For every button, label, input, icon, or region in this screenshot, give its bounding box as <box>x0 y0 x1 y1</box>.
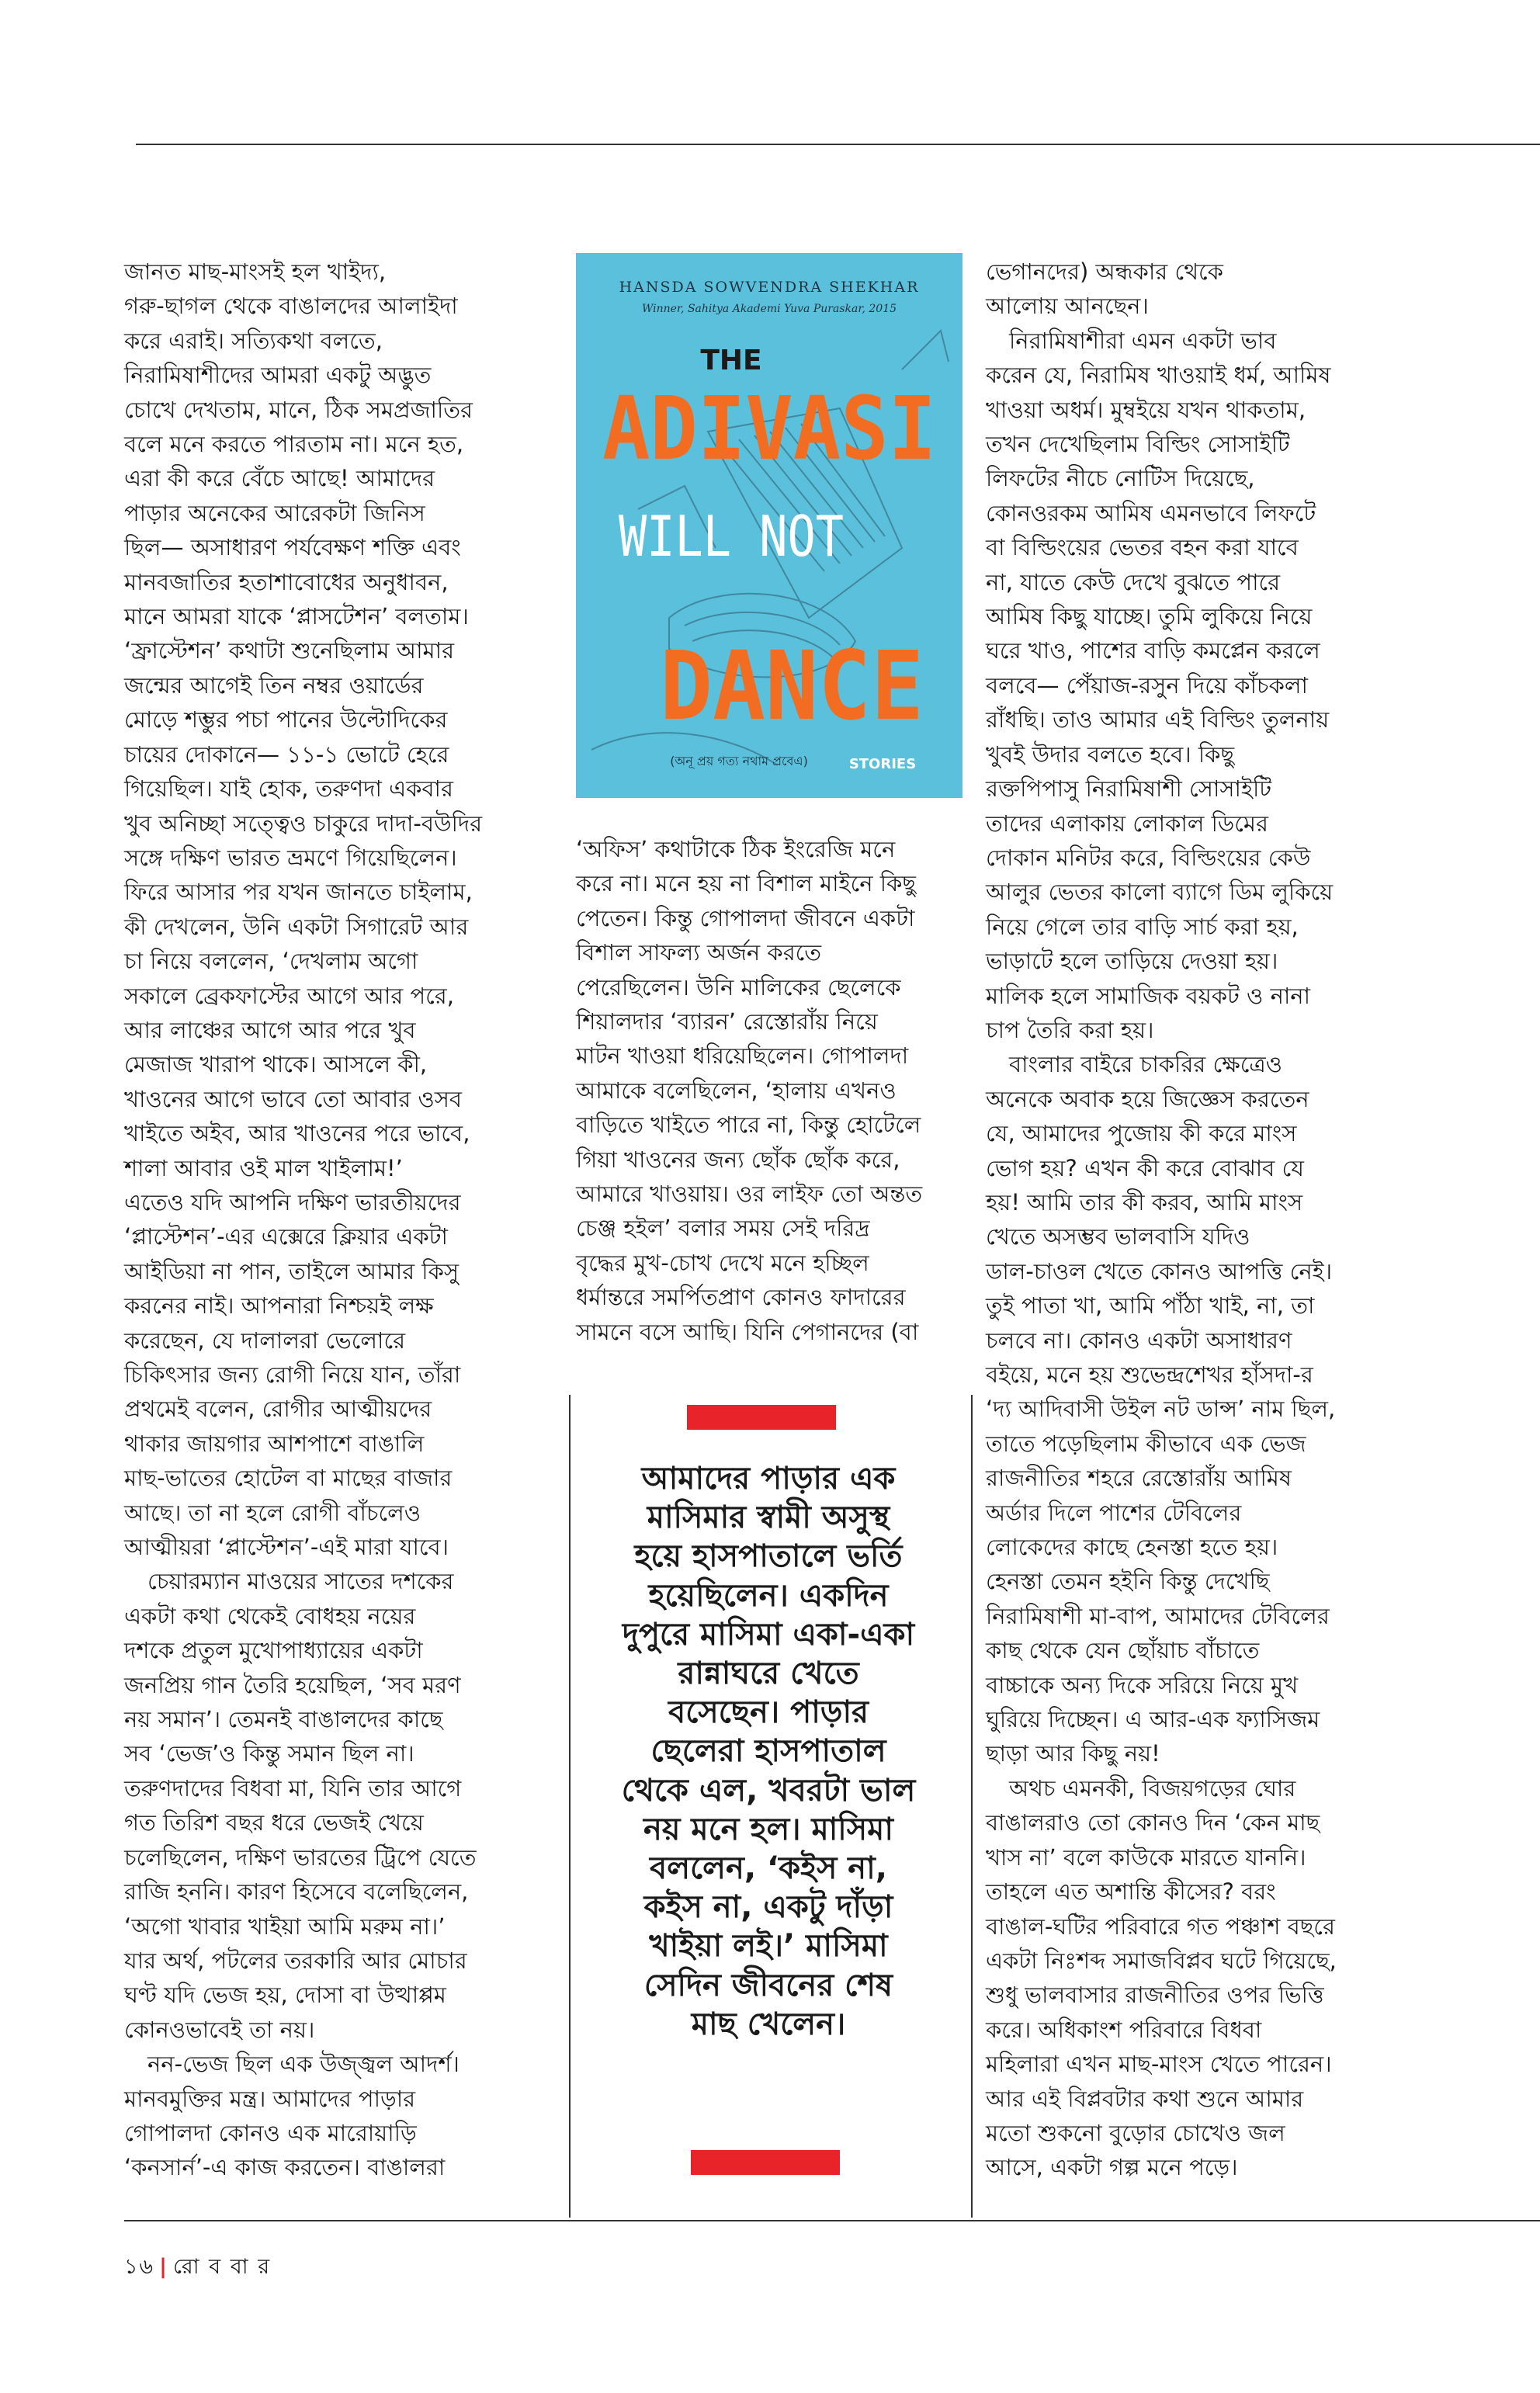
article-line: ‘দ্য আদিবাসী উইল নট ডান্স’ নাম ছিল, <box>986 1396 1336 1423</box>
article-line: দশকে প্রতুল মুখোপাধ্যায়ের একটা <box>124 1637 423 1664</box>
article-line: হেনস্তা তেমন হইনি কিন্তু দেখেছি <box>986 1568 1270 1595</box>
pull-quote-line: দুপুরে মাসিমা একা-একা <box>622 1616 915 1653</box>
article-line: রাজি হননি। কারণ হিসেবে বলেছিলেন, <box>124 1878 469 1906</box>
article-line: তাতে পড়েছিলাম কীভাবে এক ভেজ <box>986 1430 1306 1457</box>
article-line: মানে আমরা যাকে ‘প্লাসটেশন’ বলতাম। <box>124 603 469 630</box>
article-line: তরুণদাদের বিধবা মা, যিনি তার আগে <box>124 1774 462 1802</box>
article-line: সামনে বসে আছি। যিনি পেগানদের (বা <box>576 1318 919 1345</box>
cover-tag: STORIES <box>848 756 917 772</box>
article-line: ছাড়া আর কিছু নয়! <box>986 1740 1160 1767</box>
article-line: পেতেন। কিন্তু গোপালদা জীবনে একটা <box>576 904 915 931</box>
article-line: গরু-ছাগল থেকে বাঙালদের আলাইদা <box>124 293 458 320</box>
article-line: চলেছিলেন, দক্ষিণ ভারতের ট্রিপে যেতে <box>124 1843 477 1871</box>
pull-quote-text <box>590 1459 947 2044</box>
article-line: বাঙাল-ঘটির পরিবারে গত পঞ্চাশ বছরে <box>986 1913 1335 1940</box>
article-line: বাড়িতে খাইতে পারে না, কিন্তু হোটেলে <box>576 1112 921 1139</box>
article-line: তখন দেখেছিলাম বিল্ডিং সোসাইটি <box>986 431 1290 458</box>
article-line: নিয়ে গেলে তার বাড়ি সার্চ করা হয়, <box>986 913 1299 940</box>
pull-quote-line: কইস না, একটু দাঁড়া <box>643 1889 893 1926</box>
article-line: ভেগানদের) অন্ধকার থেকে <box>986 258 1223 285</box>
article-line: হয়! আমি তার কী করব, আমি মাংস <box>986 1188 1303 1216</box>
article-line: বলবে— পেঁয়াজ-রসুন দিয়ে কাঁচকলা <box>986 671 1308 699</box>
article-line: আইডিয়া না পান, তাইলে আমার কিসু <box>124 1257 460 1285</box>
cover-title-adivasi: ADIVASI <box>602 379 936 480</box>
page-footer <box>124 2251 271 2286</box>
article-line: একটা কথা থেকেই বোধহয় নয়ের <box>124 1602 416 1629</box>
article-line: করে না। মনে হয় না বিশাল মাইনে কিছু <box>576 870 916 897</box>
cover-bengali-note: (অনূ প্রয় গত্য নথাম প্রবেএ) <box>670 754 808 768</box>
article-column-2 <box>576 832 980 1349</box>
article-line: আমিষ কিছু যাচ্ছে। তুমি লুকিয়ে নিয়ে <box>986 603 1313 630</box>
article-line: কোনওরকম আমিষ এমনভাবে লিফটে <box>986 499 1316 526</box>
article-line: খাওয়া অধর্ম। মুম্বইয়ে যখন থাকতাম, <box>986 396 1306 423</box>
article-line: নিরামিষাশী মা-বাপ, আমাদের টেবিলের <box>986 1602 1330 1629</box>
article-line: চেঞ্জ হইল’ বলার সময় সেই দরিদ্র <box>576 1215 870 1242</box>
pull-quote-line: খাইয়া লই।’ মাসিমা <box>649 1928 888 1965</box>
article-line: মতো শুকনো বুড়োর চোখেও জল <box>986 2119 1285 2146</box>
article-line: বা বিল্ডিংয়ের ভেতর বহন করা যাবে <box>986 534 1299 561</box>
article-line: সঙ্গে দক্ষিণ ভারত ভ্রমণে গিয়েছিলেন। <box>124 844 457 871</box>
pull-quote-line: রান্নাঘরে খেতে <box>678 1656 859 1692</box>
article-line: ভোগ হয়? এখন কী করে বোঝাব যে <box>986 1154 1304 1181</box>
cover-award: Winner, Sahitya Akademi Yuva Puraskar, 2015 <box>641 303 897 315</box>
pull-quote-line: আমাদের পাড়ার এক <box>641 1461 896 1496</box>
pull-quote-line: বসেছেন। পাড়ার <box>668 1694 869 1731</box>
article-line: চায়ের দোকানে— ১১-১ ভোটে হেরে <box>124 740 449 768</box>
cover-title-will-not: WILL NOT <box>619 504 844 569</box>
article-line: প্রথমেই বলেন, রোগীর আত্মীয়দের <box>124 1396 432 1423</box>
article-line: তাহলে এত অশান্তি কীসের? বরং <box>986 1878 1276 1906</box>
article-line: করনের নাই। আপনারা নিশ্চয়ই লক্ষ <box>124 1292 434 1320</box>
article-line: বাংলার বাইরে চাকরির ক্ষেত্রেও <box>1009 1051 1283 1078</box>
article-line: আমারে খাওয়ায়। ওর লাইফ তো অন্তত <box>576 1181 923 1208</box>
article-line: চেয়ারম্যান মাওয়ের সাতের দশকের <box>147 1568 454 1595</box>
article-line: বলে মনে করতে পারতাম না। মনে হত, <box>124 431 464 458</box>
article-line: গিয়া খাওনের জন্য ছোঁক ছোঁক করে, <box>576 1146 900 1173</box>
article-line: আছে। তা না হলে রোগী বাঁচলেও <box>124 1499 421 1526</box>
article-line: যার অর্থ, পটলের তরকারি আর মোচার <box>124 1947 467 1974</box>
article-line: নন-ভেজ ছিল এক উজ্জ্বল আদর্শ। <box>147 2051 460 2078</box>
article-line: শিয়ালদার ‘ব্যারন’ রেস্তোরাঁয় নিয়ে <box>576 1008 878 1035</box>
article-line: চা নিয়ে বললেন, ‘দেখলাম অগো <box>124 948 418 975</box>
article-line: বাচ্চাকে অন্য দিকে সরিয়ে নিয়ে মুখ <box>986 1671 1299 1698</box>
article-line: নয় সমান’। তেমনই বাঙালদের কাছে <box>124 1706 443 1733</box>
article-line: সব ‘ভেজ’ও কিন্তু সমান ছিল না। <box>124 1740 414 1767</box>
article-line: ঘরে খাও, পাশের বাড়ি কমপ্লেন করলে <box>986 637 1320 664</box>
top-rule <box>136 144 1540 145</box>
pull-quote-bottom-bar <box>691 2150 840 2175</box>
article-line: ধর্মান্তরে সমর্পিতপ্রাণ কোনও ফাদারের <box>576 1284 906 1311</box>
article-line: গত তিরিশ বছর ধরে ভেজই খেয়ে <box>124 1809 424 1836</box>
article-line: দোকান মনিটর করে, বিল্ডিংয়ের কেউ <box>986 844 1311 871</box>
article-line: খুবই উদার বলতে হবে। কিছু <box>986 740 1235 768</box>
pull-quote-line: হয়েছিলেন। একদিন <box>648 1577 889 1614</box>
article-line: মানবমুক্তির মন্ত্র। আমাদের পাড়ার <box>124 2085 416 2112</box>
article-line: জনপ্রিয় গান তৈরি হয়েছিল, ‘সব মরণ <box>124 1671 461 1698</box>
article-line: ভাড়াটে হলে তাড়িয়ে দেওয়া হয়। <box>986 948 1278 975</box>
article-line: ডাল-চাওল খেতে কোনও আপত্তি নেই। <box>986 1257 1333 1285</box>
article-line: গোপালদা কোনও এক মারোয়াড়ি <box>124 2119 417 2146</box>
article-line: রাজনীতির শহরে রেস্তোরাঁয় আমিষ <box>986 1465 1292 1492</box>
pull-quote-top-bar <box>687 1405 836 1430</box>
article-column-1 <box>124 255 512 2185</box>
article-line: ঘণ্ট যদি ভেজ হয়, দোসা বা উত্থাপ্পম <box>124 1982 446 2009</box>
magazine-name: রো ব বা র <box>172 2255 272 2279</box>
article-line: শুধু ভালবাসার রাজনীতির ওপর ভিত্তি <box>986 1982 1324 2009</box>
article-line: অথচ এমনকী, বিজয়গড়ের ঘোর <box>1009 1774 1296 1802</box>
article-line: খেতে অসম্ভব ভালবাসি যদিও <box>986 1223 1250 1250</box>
article-line: কাছ থেকে যেন ছোঁয়াচ বাঁচাতে <box>986 1637 1260 1664</box>
article-line: ‘ফ্রাস্টেশন’ কথাটা শুনেছিলাম আমার <box>124 637 455 664</box>
pull-quote-line: মাসিমার স্বামী অসুস্থ <box>647 1500 890 1536</box>
article-line: খাস না’ বলে কাউকে মারতে যাননি। <box>986 1843 1306 1871</box>
article-line: এরা কী করে বেঁচে আছে! আমাদের <box>124 465 435 492</box>
article-line: খাইতে অইব, আর খাওনের পরে ভাবে, <box>124 1120 470 1147</box>
article-line: লিফটের নীচে নোটিস দিয়েছে, <box>986 465 1255 492</box>
cover-author: HANSDA SOWVENDRA SHEKHAR <box>619 279 920 296</box>
article-line: মানবজাতির হতাশাবোধের অনুধাবন, <box>124 568 449 595</box>
pull-quote-line: বললেন, ‘কইস না, <box>650 1850 887 1887</box>
article-line: জন্মের আগেই তিন নম্বর ওয়ার্ডের <box>124 671 424 699</box>
pull-quote-line: হয়ে হাসপাতালে ভর্তি <box>634 1538 903 1575</box>
article-line: না, যাতে কেউ দেখে বুঝতে পারে <box>986 568 1281 595</box>
article-line: চিকিৎসার জন্য রোগী নিয়ে যান, তাঁরা <box>124 1361 461 1388</box>
article-line: আমাকে বলেছিলেন, ‘হালায় এখনও <box>576 1077 897 1104</box>
pull-quote-line: মাছ খেলেন। <box>691 2006 846 2042</box>
article-line: ফিরে আসার পর যখন জানতে চাইলাম, <box>124 879 473 906</box>
article-line: তাদের এলাকায় লোকাল ডিমের <box>986 810 1268 837</box>
article-line: চলবে না। কোনও একটা অসাধারণ <box>986 1327 1292 1354</box>
article-line: চোখে দেখতাম, মানে, ঠিক সমপ্রজাতির <box>124 396 473 423</box>
article-line: করে। অধিকাংশ পরিবারে বিধবা <box>986 2016 1262 2043</box>
article-line: আলুর ভেতর কালো ব্যাগে ডিম লুকিয়ে <box>986 879 1334 906</box>
article-line: যে, আমাদের পুজোয় কী করে মাংস <box>986 1120 1297 1147</box>
bottom-rule <box>124 2220 1540 2221</box>
pull-quote-line: থেকে এল, খবরটা ভাল <box>621 1772 916 1809</box>
article-line: নিরামিষাশীদের আমরা একটু অদ্ভুত <box>124 362 432 389</box>
article-line: ‘অগো খাবার খাইয়া আমি মরুম না।’ <box>124 1913 446 1940</box>
article-line: সকালে ব্রেকফাস্টের আগে আর পরে, <box>124 982 454 1009</box>
article-line: বাঙালরাও তো কোনও দিন ‘কেন মাছ <box>986 1809 1320 1836</box>
article-line: আত্মীয়রা ‘প্লাস্টেশন’-এই মারা যাবে। <box>124 1534 449 1561</box>
article-line: ছিল— অসাধারণ পর্যবেক্ষণ শক্তি এবং <box>124 534 461 561</box>
article-line: বইয়ে, মনে হয় শুভেন্দ্রশেখর হাঁসদা-র <box>986 1361 1313 1388</box>
article-line: মাছ-ভাতের হোটেল বা মাছের বাজার <box>124 1465 453 1492</box>
article-line: ঘুরিয়ে দিচ্ছেন। এ আর-এক ফ্যাসিজম <box>986 1706 1320 1733</box>
book-cover-image <box>576 253 962 798</box>
article-line: একটা নিঃশব্দ সমাজবিপ্লব ঘটে গিয়েছে, <box>986 1947 1337 1974</box>
article-line: নিরামিষাশীরা এমন একটা ভাব <box>1009 327 1277 354</box>
article-line: মোড়ে শম্ভুর পচা পানের উল্টোদিকের <box>124 706 448 734</box>
article-line: এতেও যদি আপনি দক্ষিণ ভারতীয়দের <box>124 1188 461 1216</box>
article-line: তুই পাতা খা, আমি পাঁঠা খাই, না, তা <box>986 1292 1315 1320</box>
article-line: করে এরাই। সত্যিকথা বলতে, <box>124 327 383 354</box>
article-line: করেন যে, নিরামিষ খাওয়াই ধর্ম, আমিষ <box>986 362 1331 389</box>
article-line: খুব অনিচ্ছা সত্ত্বেও চাকুরে দাদা-বউদির <box>124 810 483 837</box>
article-line: অর্ডার দিলে পাশের টেবিলের <box>986 1499 1242 1526</box>
article-line: পাড়ার অনেকের আরেকটা জিনিস <box>124 499 425 526</box>
article-line: ‘প্লাস্টেশন’-এর এক্সেরে ক্লিয়ার একটা <box>124 1223 448 1250</box>
pull-quote-line: ছেলেরা হাসপাতাল <box>650 1733 886 1770</box>
article-line: করেছেন, যে দালালরা ভেলোরে <box>124 1327 406 1354</box>
pull-quote-line: নয় মনে হল। মাসিমা <box>643 1811 893 1847</box>
footer-separator: | <box>159 2255 168 2279</box>
article-line: খাওনের আগে ভাবে তো আবার ওসব <box>124 1085 463 1112</box>
article-line: আসে, একটা গল্প মনে পড়ে। <box>986 2154 1238 2181</box>
article-line: জানত মাছ-মাংসই হল খাইদ্য, <box>124 258 387 285</box>
article-line: মেজাজ খারাপ থাকে। আসলে কী, <box>124 1051 428 1078</box>
article-line: ‘কনসার্ন’-এ কাজ করতেন। বাঙালরা <box>124 2154 446 2181</box>
article-line: আর লাঞ্চের আগে আর পরে খুব <box>124 1016 416 1043</box>
article-line: মাটন খাওয়া ধরিয়েছিলেন। গোপালদা <box>576 1042 909 1070</box>
article-line: রক্তপিপাসু নিরামিষাশী সোসাইটি <box>986 775 1272 803</box>
article-column-3 <box>986 255 1420 2185</box>
cover-title-the: THE <box>700 345 762 376</box>
article-line: চাপ তৈরি করা হয়। <box>986 1016 1154 1043</box>
article-line: পেরেছিলেন। উনি মালিকের ছেলেকে <box>576 973 901 1001</box>
cover-title-dance: DANCE <box>660 631 924 741</box>
article-line: থাকার জায়গার আশপাশে বাঙালি <box>124 1430 425 1457</box>
article-line: রাঁধছি। তাও আমার এই বিল্ডিং তুলনায় <box>986 706 1330 734</box>
article-line: অনেকে অবাক হয়ে জিজ্ঞেস করতেন <box>986 1085 1309 1112</box>
article-line: বৃদ্ধের মুখ-চোখ দেখে মনে হচ্ছিল <box>576 1249 869 1276</box>
article-line: মহিলারা এখন মাছ-মাংস খেতে পারেন। <box>986 2051 1332 2078</box>
article-line: আর এই বিপ্লবটার কথা শুনে আমার <box>986 2085 1304 2112</box>
article-line: মালিক হলে সামাজিক বয়কট ও নানা <box>986 982 1311 1009</box>
article-line: লোকেদের কাছে হেনস্তা হতে হয়। <box>986 1534 1278 1561</box>
article-line: কী দেখলেন, উনি একটা সিগারেট আর <box>124 913 469 940</box>
article-line: কোনওভাবেই তা নয়। <box>124 2016 315 2043</box>
pull-quote-line: সেদিন জীবনের শেষ <box>643 1967 893 2003</box>
page-number: ১৬ <box>124 2255 155 2279</box>
article-line: ‘অফিস’ কথাটাকে ঠিক ইংরেজি মনে <box>576 836 896 862</box>
article-line: বিশাল সাফল্য অর্জন করতে <box>576 939 822 966</box>
article-line: আলোয় আনছেন। <box>986 293 1149 320</box>
article-line: গিয়েছিল। যাই হোক, তরুণদা একবার <box>124 775 453 803</box>
article-line: শালা আবার ওই মাল খাইলাম!’ <box>124 1154 403 1181</box>
